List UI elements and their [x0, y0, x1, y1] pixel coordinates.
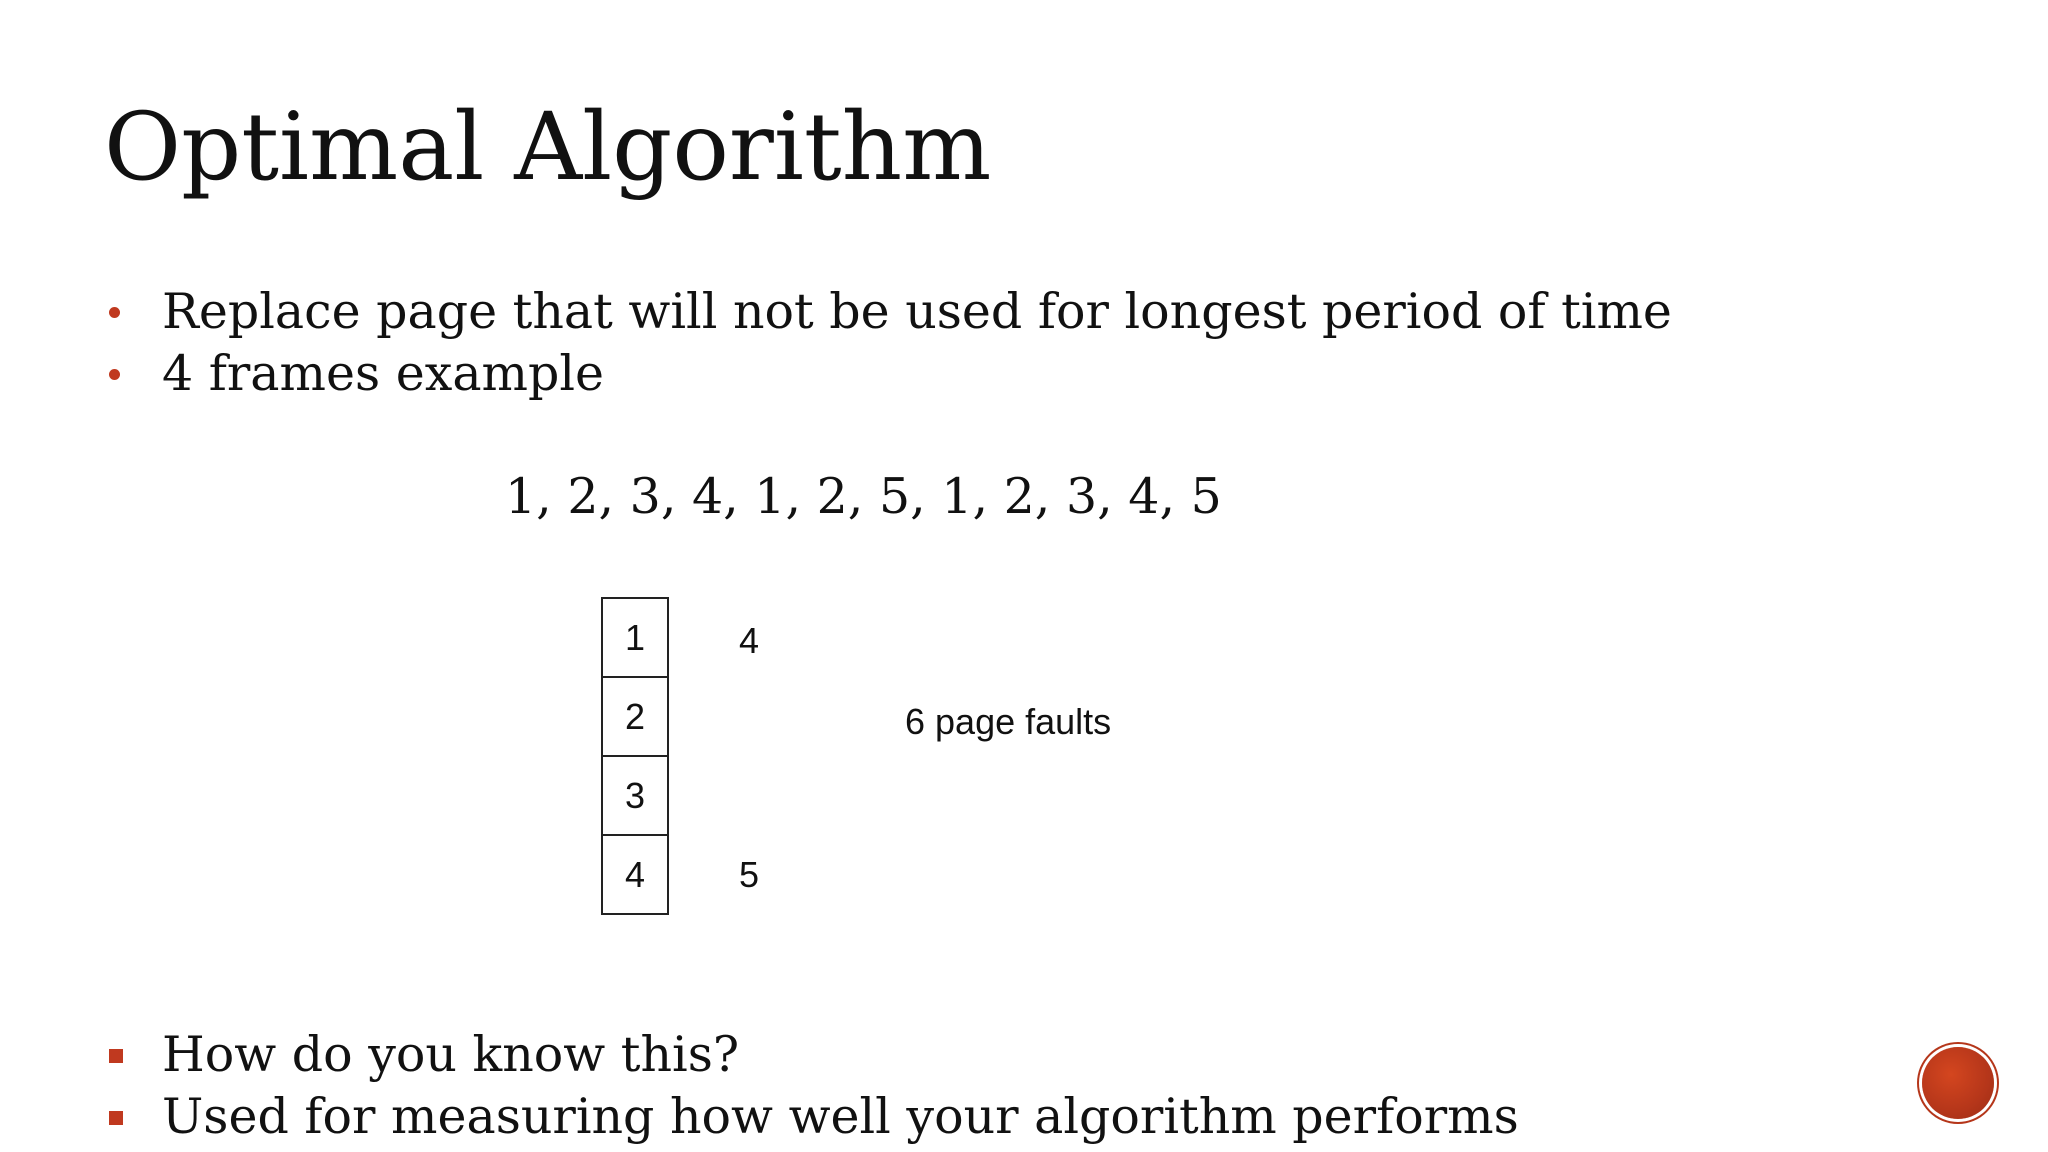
top-bullet-list — [104, 281, 1672, 405]
bullet-square-icon — [104, 1086, 134, 1148]
replacement-label-bottom: 5 — [739, 854, 760, 895]
bullet-text: Used for measuring how well your algorithm performs — [162, 1088, 1519, 1145]
reference-string: 1, 2, 3, 4, 1, 2, 5, 1, 2, 3, 4, 5 — [505, 468, 1222, 525]
page-faults-label: 6 page faults — [905, 701, 1112, 742]
bottom-bullet-list — [104, 1024, 1519, 1148]
bullet-item — [104, 281, 1672, 343]
slide-title: Optimal Algorithm — [104, 93, 992, 202]
frame-cell: 4 — [603, 834, 667, 913]
frame-cell: 1 — [624, 617, 646, 658]
bullet-text: 4 frames example — [162, 345, 605, 402]
bullet-item — [104, 1086, 1519, 1148]
frame-cell: 2 — [603, 676, 667, 755]
bullet-text: How do you know this? — [162, 1026, 740, 1083]
corner-circle-icon — [1922, 1047, 1994, 1119]
bullet-item — [104, 1024, 1519, 1086]
frame-cell: 3 — [603, 755, 667, 834]
bullet-text: Replace page that will not be used for longest period of time — [162, 283, 1672, 340]
replacement-label-top: 4 — [739, 620, 760, 661]
bullet-item — [104, 343, 1672, 405]
bullet-square-icon — [104, 1024, 134, 1086]
bullet-dot-icon — [104, 343, 134, 405]
bullet-dot-icon — [104, 281, 134, 343]
frames-table — [601, 597, 669, 915]
